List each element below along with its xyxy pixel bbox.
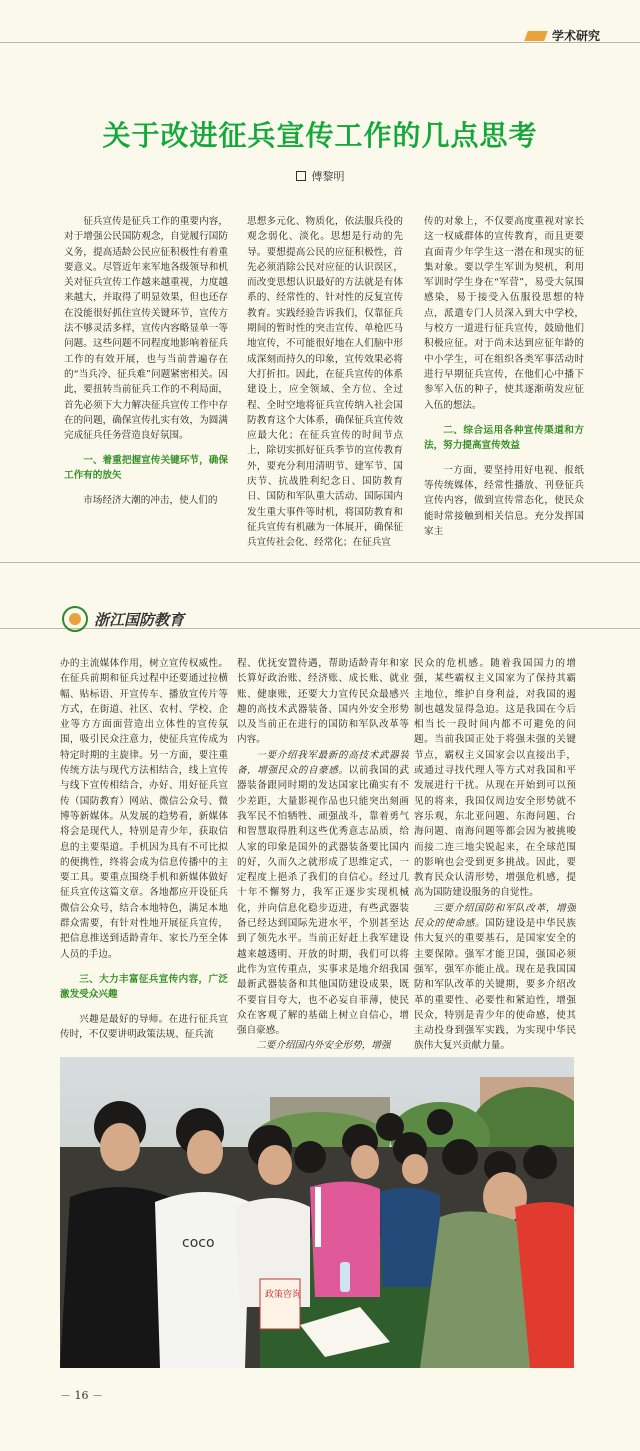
section-label: 学术研究 xyxy=(551,29,600,43)
paragraph: 一方面，要坚持用好电视、报纸等传统媒体，经常性播放、刊登征兵宣传内容，做到宣传常态化，使民众能时常接触到相关信息。充分发挥国家主 xyxy=(424,464,584,538)
top-column-3 xyxy=(424,214,584,554)
author: 傅黎明 xyxy=(311,170,345,183)
photo-illustration xyxy=(60,1057,574,1368)
paragraph: 征兵宣传是征兵工作的重要内容，对于增强公民国防观念，自觉履行国防义务，提高适龄公民应征积极性有着重要意义。尽管近年来军地各级领导和机关对征兵宣传工作越来越重视，力度越来越大，并取得了明显效果，但也还存在没能很好抓住宣传关键环节，宣传方法不够灵活多样，宣传内容略显单一等问题。这些问题不同程度地影响着征兵工作的有效开展，也与当前普遍存在的“当兵冷、征兵难”问题紧密相关。因此，要扭转当前征兵工作的不利局面，首先必须下大力解决征兵宣传工作中存在的问题，确保宣传扎实有效，为圆满完成征兵任务营造良好氛围。 xyxy=(64,216,228,442)
logo-text: 浙江国防教育 xyxy=(94,610,185,629)
subheading: 二要介绍国内外安全形势，增强 xyxy=(256,1040,391,1052)
section-heading-2: 二、综合运用各种宣传渠道和方法，努力提高宣传效益 xyxy=(424,424,584,451)
article-title: 关于改进征兵宣传工作的几点思考 xyxy=(102,119,538,152)
paragraph: 三要介绍国防和军队改革，增强民众的使命感。国防建设是中华民族伟大复兴的重要基石，是国家安全的主要保障。强军才能卫国，强国必须强军，强军亦能止战。现在是我国国防和军队改革的关键期，要多介绍改革的重要性、必要性和紧迫性，增强民众，特别是青少年的使命感，使其主动投身到强军实践，为实现中华民族伟大复兴贡献力量。 xyxy=(414,902,576,1052)
paragraph: 程、优抚安置待遇，帮助适龄青年和家长算好政治账、经济账、成长账、就业账、健康账，还要大力宣传民众最感兴趣的高技术武器装备、国内外安全形势以及当前正在进行的国防和军队改革等内容。 xyxy=(237,658,409,746)
bottom-column-3 xyxy=(414,656,576,1056)
sign-text: 政策咨询 xyxy=(265,1290,302,1300)
paragraph: 思想多元化、物质化，依法服兵役的观念弱化、淡化。思想是行动的先导。要想提高公民的应征积极性，首先必须消除公民对应征的认识误区，而改变思想认识最好的方法就是有体系的、经常性的、针对性的反复宣传教育。实践经验告诉我们，仅靠征兵期间的暂时性的突击宣传、单枪匹马地宣传，不可能很好地在人们脑中形成深刻而持久的印象，宣传效果必将大打折扣。因此，在征兵宣传的体系建设上，应全领域、全方位、全过程、全时空地将征兵宣传纳入社会国防教育这个大体系，确保征兵宣传效应最大化；在征兵宣传的时间节点上，除切实抓好征兵季节的宣传教育外，要充分利用清明节、建军节、国庆节、抗战胜利纪念日、国防教育日、国防和军队重大活动、国际国内发生重大事件等时机，将国防教育和征兵宣传有机融为一体展开，确保征兵宣传社会化、经常化；在征兵宣 xyxy=(247,216,403,549)
paragraph: 一要介绍我军最新的高技术武器装备，增强民众的自豪感。以前我国的武器装备跟同时期的发达国家比确实有不少差距，大量影视作品也只能突出刻画我军民不怕牺牲、顽强战斗，靠着勇气和智慧取得胜利这些优秀意志品质，给人家的印象是国外的武器装备要比国内的好，久而久之就形成了思维定式，一定程度上挹杀了我们的自信心。经过几十年不懈努力，我军正逐步实现机械化，并向信息化稳步迈进，有些武器装备已经达到国际先进水平，个别甚至达到了领先水平。当前正好赶上我军建设越来越透明、开放的时期，我们可以将此作为宣传重点，实事求是地介绍我国最新武器装备和其他国防建设成果，既不要盲目夸大，也不必妄自菲薄，使民众在客观了解的基础上树立自信心，增强自豪感。 xyxy=(237,749,409,1037)
page-number: － 16 － xyxy=(60,1389,103,1402)
footer-logo xyxy=(62,606,184,632)
top-column-2 xyxy=(247,214,403,554)
bottom-column-1 xyxy=(60,656,228,1056)
emblem-icon xyxy=(62,606,88,632)
section-tag xyxy=(526,27,600,44)
section-heading-1: 一、着重把握宣传关键环节，确保工作有的放矢 xyxy=(64,455,228,482)
section-heading-3: 三、大力丰富征兵宣传内容，广泛激发受众兴趣 xyxy=(60,973,228,1000)
bottom-column-2 xyxy=(237,656,409,1056)
shirt-text: coco xyxy=(182,1235,215,1251)
page-divider xyxy=(0,562,640,563)
paragraph: 市场经济大潮的冲击，使人们的 xyxy=(83,495,218,507)
top-column-1 xyxy=(64,214,228,554)
recruitment-photo xyxy=(60,1057,574,1368)
byline-box-icon xyxy=(296,171,306,181)
subheading: 一要介绍我军最新的高技术武器装备，增强民众的自豪感。 xyxy=(237,749,409,777)
subheading: 三要介绍国防和军队改革，增强民众的使命感。 xyxy=(414,902,576,930)
paragraph: 兴趣是最好的导师。在进行征兵宣传时，不仅要讲明政策法规、征兵流 xyxy=(60,1013,228,1041)
byline xyxy=(0,168,640,184)
paragraph: 传的对象上，不仅要高度重视对家长这一权威群体的宣传教育，而且更要直面青少年学生这一潜在和现实的征集对象。要以学生军训为契机，利用军训时学生身在“军营”，易受大氛围感染，易于接受入伍服役思想的特点，派遣专门人员深入到大中学校，与校方一道进行征兵宣传，鼓励他们积极应征。对于尚未达到应征年龄的中小学生，可在组织各类军事活动时进行早期征兵宣传，在他们心中播下参军入伍的种子，使其逐渐萌发应征入伍的想法。 xyxy=(424,216,584,411)
paragraph: 办的主流媒体作用，树立宣传权威性。在征兵前期和征兵过程中还要通过拉横幅、贴标语、开宣传车、播放宣传片等方式，在街道、社区、农村、学校、企业等方方面面营造出立体性的宣传氛围，吸引民众注意力，使征兵宣传成为特定时期的主旋律。另一方面，要注重传统方法与现代方法相结合，线上宣传与线下宣传相结合，办好、用好征兵宣传（国防教育）网站、微信公众号、微博等新媒体。从发展的趋势看，新媒体将会是现代人，特别是青少年，获取信息的主要渠道。手机因为具有不可比拟的便携性，终将会成为信息传播中的主要工具。要重点围绕手机和新媒体做好征兵宣传这篇文章。各地都应开设征兵微信公众号，结合本地特色，满足本地群众需要，有针对性地开展征兵宣传，把信息推送到适龄青年、家长乃至全体人员的手边。 xyxy=(60,658,228,960)
paragraph: 民众的危机感。随着我国国力的增强，某些霸权主义国家为了保持其霸主地位，维护自身利益，对我国的遏制也越发显得急迫。这是我国在今后相当长一段时间内都不可避免的问题。当前我国正处于将强未强的关键节点，霸权主义国家会以直接出手，或通过寻找代理人等方式对我国和平发展进行干扰。从现在开始到可以预见的将来，我国仅周边安全形势就不容乐观，东北亚问题、东海问题、台海问题、南海问题等都会因为被挑唆而接二连三地尖锐起来，在全球范围的影响也会受到更多挑战。因此，要教育民众认清形势，增强危机感，提高为国防建设服务的自觉性。 xyxy=(414,658,576,899)
tag-marker-icon xyxy=(524,31,548,41)
